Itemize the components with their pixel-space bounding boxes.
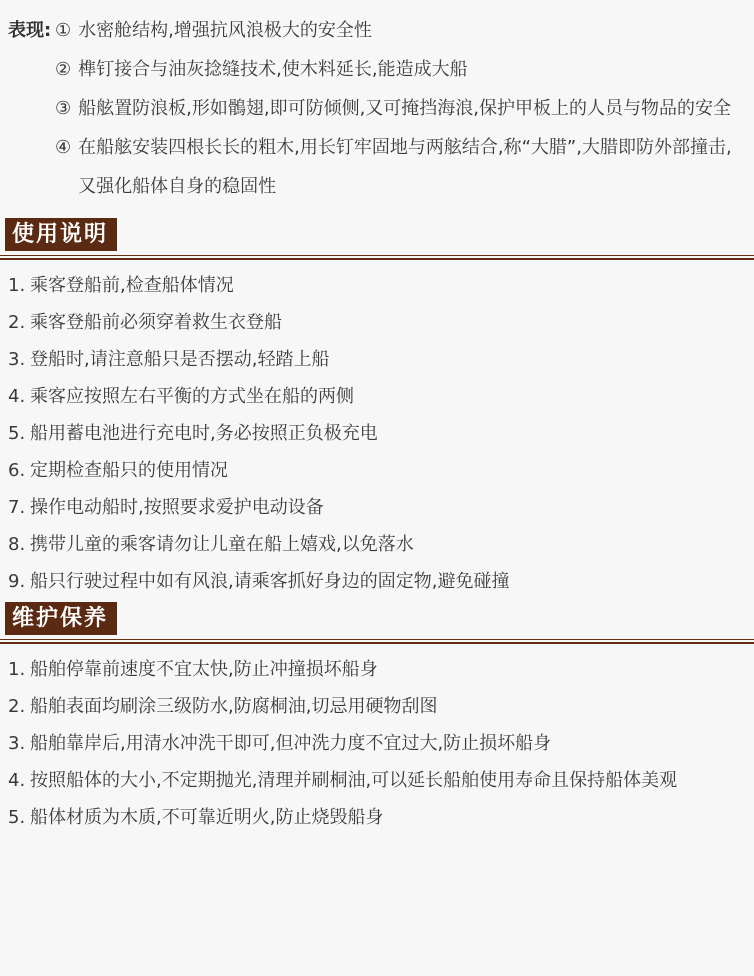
item-number: 8.	[8, 534, 26, 555]
feature-text: 榫钉接合与油灰捻缝技术,使木料延长,能造成大船	[78, 59, 468, 80]
feature-row	[55, 50, 746, 89]
item-number: 5.	[8, 423, 26, 444]
item-text: 操作电动船时,按照要求爱护电动设备	[30, 497, 324, 518]
item-number: 7.	[8, 497, 26, 518]
item-number: 1.	[8, 275, 26, 296]
item-number: 9.	[8, 571, 26, 592]
item-number: 2.	[8, 696, 26, 717]
usage-list	[0, 260, 754, 600]
feature-text: 船舷置防浪板,形如鶻翅,即可防倾侧,又可掩挡海浪,保护甲板上的人员与物品的安全	[78, 98, 732, 119]
features-label: 表现:	[8, 20, 52, 41]
feature-text: 水密舱结构,增强抗风浪极大的安全性	[78, 20, 372, 41]
circled-number-2: ②	[55, 59, 72, 80]
maintenance-list	[0, 644, 754, 836]
features-section	[0, 0, 754, 206]
item-text: 携带儿童的乘客请勿让儿童在船上嬉戏,以免落水	[30, 534, 414, 555]
list-item	[8, 799, 754, 836]
item-number: 5.	[8, 807, 26, 828]
list-item	[8, 489, 754, 526]
list-item	[8, 304, 754, 341]
list-item	[8, 762, 754, 799]
item-text: 乘客应按照左右平衡的方式坐在船的两侧	[30, 386, 354, 407]
feature-row	[8, 11, 746, 50]
item-text: 船只行驶过程中如有风浪,请乘客抓好身边的固定物,避免碰撞	[30, 571, 510, 592]
circled-number-3: ③	[55, 98, 72, 119]
item-text: 乘客登船前必须穿着救生衣登船	[30, 312, 282, 333]
item-text: 定期检查船只的使用情况	[30, 460, 228, 481]
usage-section-header	[0, 218, 754, 260]
item-number: 4.	[8, 386, 26, 407]
feature-text: 在船舷安装四根长长的粗木,用长钉牢固地与两舷结合,称“大腊”,大腊即防外部撞击,又强化船体自身的稳固性	[78, 137, 732, 197]
item-number: 1.	[8, 659, 26, 680]
item-number: 4.	[8, 770, 26, 791]
maintenance-section-header	[0, 602, 754, 644]
item-text: 船用蓄电池进行充电时,务必按照正负极充电	[30, 423, 378, 444]
item-text: 乘客登船前,检查船体情况	[30, 275, 234, 296]
feature-row	[55, 128, 746, 206]
list-item	[8, 267, 754, 304]
item-text: 登船时,请注意船只是否摆动,轻踏上船	[30, 349, 330, 370]
list-item	[8, 688, 754, 725]
item-text: 船舶靠岸后,用清水冲洗干即可,但冲洗力度不宜过大,防止损坏船身	[30, 733, 552, 754]
circled-number-1: ①	[55, 20, 72, 41]
item-text: 船舶表面均刷涂三级防水,防腐桐油,切忌用硬物刮图	[30, 696, 438, 717]
list-item	[8, 415, 754, 452]
list-item	[8, 725, 754, 762]
item-number: 3.	[8, 733, 26, 754]
list-item	[8, 341, 754, 378]
list-item	[8, 563, 754, 600]
item-text: 按照船体的大小,不定期抛光,清理并刷桐油,可以延长船舶使用寿命且保持船体美观	[30, 770, 678, 791]
item-text: 船舶停靠前速度不宜太快,防止冲撞损坏船身	[30, 659, 378, 680]
item-number: 2.	[8, 312, 26, 333]
circled-number-4: ④	[55, 137, 72, 158]
item-number: 3.	[8, 349, 26, 370]
item-text: 船体材质为木质,不可靠近明火,防止烧毁船身	[30, 807, 384, 828]
list-item	[8, 651, 754, 688]
list-item	[8, 526, 754, 563]
section-title-usage: 使用说明	[5, 218, 117, 251]
list-item	[8, 452, 754, 489]
section-title-maintenance: 维护保养	[5, 602, 117, 635]
list-item	[8, 378, 754, 415]
item-number: 6.	[8, 460, 26, 481]
feature-row	[55, 89, 746, 128]
